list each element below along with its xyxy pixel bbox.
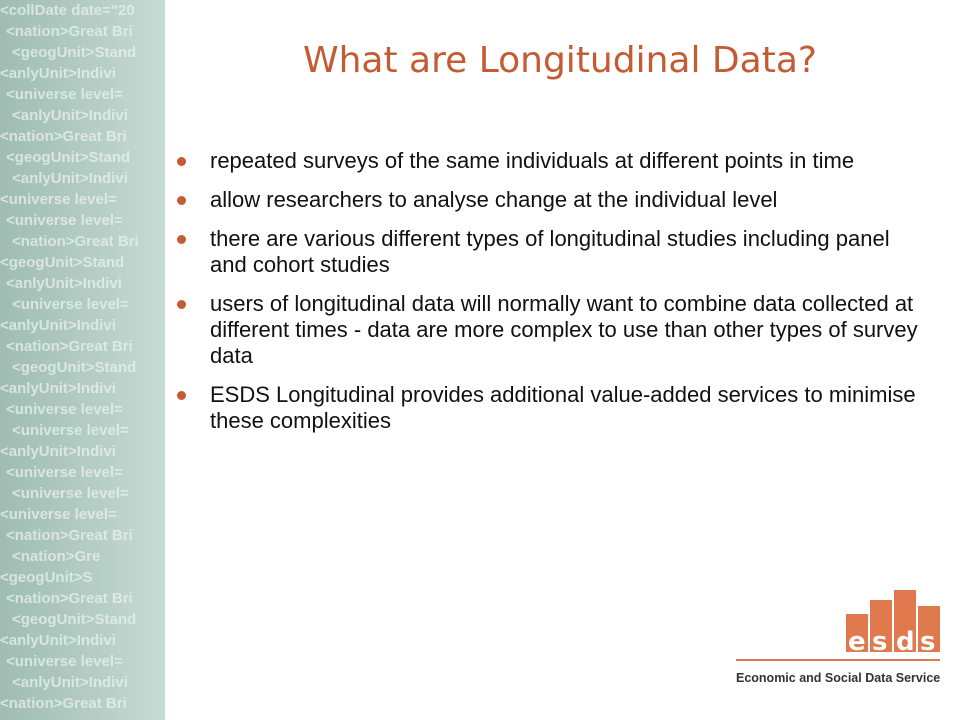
- bullet-text: repeated surveys of the same individuals at different points in time: [210, 148, 855, 173]
- sidebar-watermark-line: <universe level=: [6, 653, 123, 670]
- sidebar-watermark-line: <nation>Great Bri: [6, 527, 133, 544]
- sidebar-watermark-line: <anlyUnit>Indivi: [12, 674, 128, 691]
- bullet-dot-icon: [177, 235, 186, 244]
- sidebar-watermark-line: <nation>Great Bri: [6, 23, 133, 40]
- sidebar-watermark-line: <universe level=: [6, 401, 123, 418]
- sidebar-watermark-line: <anlyUnit>Indivi: [0, 65, 116, 82]
- bullet-item: [170, 187, 930, 213]
- sidebar-watermark-line: <universe level=: [0, 191, 117, 208]
- sidebar-watermark-line: <anlyUnit>Indivi: [12, 107, 128, 124]
- sidebar-watermark-line: <anlyUnit>Indivi: [12, 170, 128, 187]
- sidebar-watermark-line: <nation>Great Bri: [0, 128, 127, 145]
- esds-logo: [736, 590, 940, 690]
- bullet-list: [170, 148, 930, 447]
- sidebar-watermark-line: <anlyUnit>Indivi: [0, 443, 116, 460]
- sidebar-watermark-line: <universe level=: [0, 506, 117, 523]
- bullet-item: [170, 291, 930, 369]
- bullet-dot-icon: [177, 157, 186, 166]
- slide-title: What are Longitudinal Data?: [303, 40, 817, 81]
- xml-watermark-sidebar: [0, 0, 165, 720]
- sidebar-watermark-line: <anlyUnit>Indivi: [6, 275, 122, 292]
- bullet-item: [170, 382, 930, 434]
- bullet-text: allow researchers to analyse change at the individual level: [210, 187, 778, 212]
- sidebar-watermark-line: <universe level=: [12, 296, 129, 313]
- sidebar-watermark-line: <nation>Great Bri: [6, 590, 133, 607]
- bullet-item: [170, 148, 930, 174]
- logo-letter: s: [872, 627, 888, 657]
- sidebar-watermark-line: <universe level=: [6, 212, 123, 229]
- sidebar-watermark-line: <universe level=: [6, 86, 123, 103]
- bullet-text: there are various different types of longitudinal studies including panel and cohort studies: [210, 226, 890, 277]
- logo-letter: e: [848, 627, 866, 657]
- sidebar-watermark-line: <nation>Great Bri: [12, 233, 139, 250]
- bullet-text: users of longitudinal data will normally want to combine data collected at different times - data are more complex to use than other types of survey data: [210, 291, 918, 368]
- sidebar-watermark-line: <nation>Great Bri: [0, 695, 127, 712]
- sidebar-watermark-line: <geogUnit>Stand: [12, 44, 137, 61]
- bullet-item: [170, 226, 930, 278]
- logo-tagline: Economic and Social Data Service: [736, 671, 940, 685]
- logo-letter: d: [896, 627, 915, 657]
- sidebar-watermark-line: <geogUnit>S: [0, 569, 93, 586]
- bullet-text: ESDS Longitudinal provides additional value-added services to minimise these complexities: [210, 382, 916, 433]
- sidebar-watermark-line: <anlyUnit>Indivi: [0, 317, 116, 334]
- sidebar-watermark-line: <universe level=: [12, 422, 129, 439]
- sidebar-watermark-line: <universe level=: [6, 464, 123, 481]
- sidebar-watermark-line: <geogUnit>Stand: [6, 149, 131, 166]
- sidebar-watermark-line: <geogUnit>Stand: [12, 611, 137, 628]
- sidebar-watermark-line: <collDate date="20: [0, 2, 135, 19]
- sidebar-watermark-line: <geogUnit>Stand: [0, 254, 125, 271]
- sidebar-watermark-line: <anlyUnit>Indivi: [0, 632, 116, 649]
- logo-letter: s: [920, 627, 936, 657]
- bullet-dot-icon: [177, 196, 186, 205]
- sidebar-watermark-line: <universe level=: [12, 485, 129, 502]
- sidebar-watermark-line: <nation>Gre: [12, 548, 101, 565]
- sidebar-watermark-line: <geogUnit>Stand: [12, 359, 137, 376]
- bullet-dot-icon: [177, 391, 186, 400]
- bullet-dot-icon: [177, 300, 186, 309]
- sidebar-watermark-line: <anlyUnit>Indivi: [0, 380, 116, 397]
- sidebar-watermark-line: <nation>Great Bri: [6, 338, 133, 355]
